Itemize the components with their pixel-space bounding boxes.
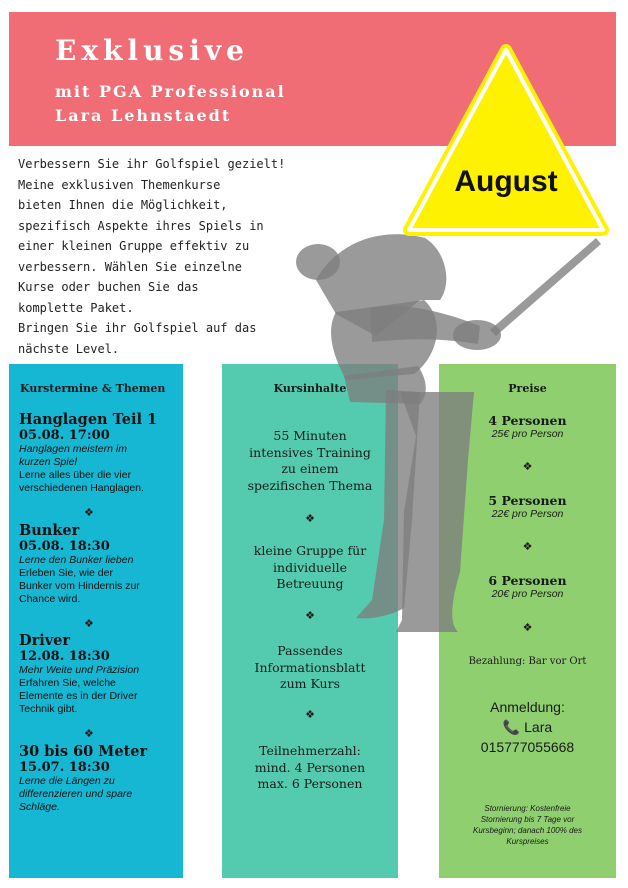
separator-diamond-icon: ❖ — [84, 728, 94, 740]
subtitle-line-1: mit PGA Professional — [55, 82, 286, 101]
content-item-training — [222, 428, 398, 494]
content-item-handout — [222, 643, 398, 693]
warning-triangle-icon — [403, 42, 609, 238]
course-description: Technik gibt. — [19, 703, 78, 715]
cancellation-line: Stornierung: Kostenfreie — [484, 804, 571, 813]
content-line: max. 6 Personen — [257, 776, 363, 791]
registration-block — [439, 697, 616, 757]
registration-label: Anmeldung: — [490, 699, 565, 715]
month-label: August — [454, 165, 558, 198]
contact-name — [439, 717, 616, 737]
price-4-persons — [439, 413, 616, 440]
course-title: Bunker — [19, 522, 80, 539]
course-description: Bunker vom Hindernis zur — [19, 580, 140, 592]
price-count: 6 Personen — [488, 573, 567, 588]
course-tagline: Mehr Weite und Präzision — [19, 664, 140, 676]
content-line: intensives Training — [249, 444, 371, 460]
content-line: kleine Gruppe für — [253, 543, 367, 558]
intro-line: Kurse oder buchen Sie das — [18, 280, 199, 294]
separator-diamond-icon: ❖ — [84, 618, 94, 630]
course-title: Hanglagen Teil 1 — [19, 411, 158, 428]
col1-heading: Kurstermine & Themen — [20, 382, 166, 395]
separator-diamond-icon: ❖ — [305, 709, 315, 721]
course-title: 30 bis 60 Meter — [19, 743, 148, 760]
course-tagline: Lerne den Bunker lieben — [19, 554, 134, 566]
content-line: Passendes — [277, 643, 343, 658]
cancellation-policy — [439, 803, 616, 847]
col3-heading: Preise — [508, 382, 547, 395]
course-driver — [19, 632, 179, 716]
content-line: Teilnehmerzahl: — [259, 743, 361, 758]
price-value: 25€ pro Person — [491, 428, 564, 440]
course-title: Driver — [19, 632, 71, 649]
separator-diamond-icon: ❖ — [522, 622, 533, 634]
intro-line: Bringen Sie ihr Golfspiel auf das — [18, 321, 257, 335]
separator-diamond-icon: ❖ — [305, 610, 315, 622]
content-line: spezifischen Thema — [247, 477, 373, 493]
price-value: 20€ pro Person — [491, 588, 564, 600]
contact-name-text: Lara — [524, 719, 553, 735]
price-value: 22€ pro Person — [491, 508, 564, 520]
course-description: Lerne alles über die vier — [19, 469, 132, 481]
price-5-persons — [439, 493, 616, 520]
content-line: zum Kurs — [280, 676, 340, 691]
payment-info: Bezahlung: Bar vor Ort — [468, 656, 587, 667]
intro-line: Meine exklusiven Themenkurse — [18, 177, 221, 192]
subtitle-line-2: Lara Lehnstaedt — [55, 106, 232, 125]
intro-line: einer kleinen Gruppe effektiv zu — [18, 239, 250, 253]
content-line: mind. 4 Personen — [254, 759, 366, 775]
separator-diamond-icon: ❖ — [522, 541, 533, 553]
col2-heading: Kursinhalte — [273, 382, 347, 395]
price-6-persons — [439, 573, 616, 600]
phone-number[interactable]: 015777055668 — [480, 739, 575, 755]
course-date: 15.07. 18:30 — [19, 760, 110, 775]
course-description: Elemente es in der Driver — [19, 690, 138, 702]
course-tagline: Hanglagen meistern im — [19, 443, 127, 455]
course-description: Erleben Sie, wie der — [19, 567, 113, 579]
intro-line: nächste Level. — [18, 341, 120, 356]
price-count: 5 Personen — [488, 493, 567, 508]
course-description: Chance wird. — [19, 593, 81, 605]
course-tagline: kurzen Spiel — [19, 456, 77, 468]
course-30-60-meter — [19, 743, 179, 814]
course-tagline: Schläge. — [19, 801, 60, 813]
page-title: Exklusive — [55, 34, 249, 67]
course-description: Erfahren Sie, welche — [19, 677, 116, 689]
content-line: 55 Minuten — [273, 428, 347, 443]
cancellation-line: Stornierung bis 7 Tage vor — [480, 815, 575, 824]
separator-diamond-icon: ❖ — [522, 461, 533, 473]
course-date: 12.08. 18:30 — [19, 649, 110, 664]
course-tagline: differenzieren und spare — [19, 788, 133, 800]
course-hanglagen — [19, 411, 179, 495]
content-line: individuelle — [273, 559, 347, 575]
intro-line: spezifisch Aspekte ihres Spiels in — [18, 218, 264, 233]
cancellation-line: Kurspreises — [506, 837, 549, 846]
separator-diamond-icon: ❖ — [305, 513, 315, 525]
price-count: 4 Personen — [488, 413, 567, 428]
intro-line: Verbessern Sie ihr Golfspiel gezielt! — [18, 157, 286, 171]
phone-icon: 📞 — [502, 719, 521, 735]
content-line: Betreuung — [276, 576, 344, 591]
intro-line: komplette Paket. — [18, 300, 134, 315]
separator-diamond-icon: ❖ — [84, 507, 94, 519]
content-item-participants — [222, 743, 398, 793]
course-date: 05.08. 18:30 — [19, 539, 110, 554]
content-line: zu einem — [281, 461, 339, 476]
intro-line: bieten Ihnen die Möglichkeit, — [18, 198, 228, 212]
cancellation-line: Kursbeginn; danach 100% des — [473, 826, 582, 835]
intro-line: verbessern. Wählen Sie einzelne — [18, 259, 242, 274]
course-bunker — [19, 522, 179, 606]
content-item-group — [222, 543, 398, 593]
course-tagline: Lerne die Längen zu — [19, 775, 115, 787]
course-date: 05.08. 17:00 — [19, 428, 110, 443]
content-line: Informationsblatt — [254, 659, 366, 675]
course-description: verschiedenen Hanglagen. — [19, 482, 144, 494]
